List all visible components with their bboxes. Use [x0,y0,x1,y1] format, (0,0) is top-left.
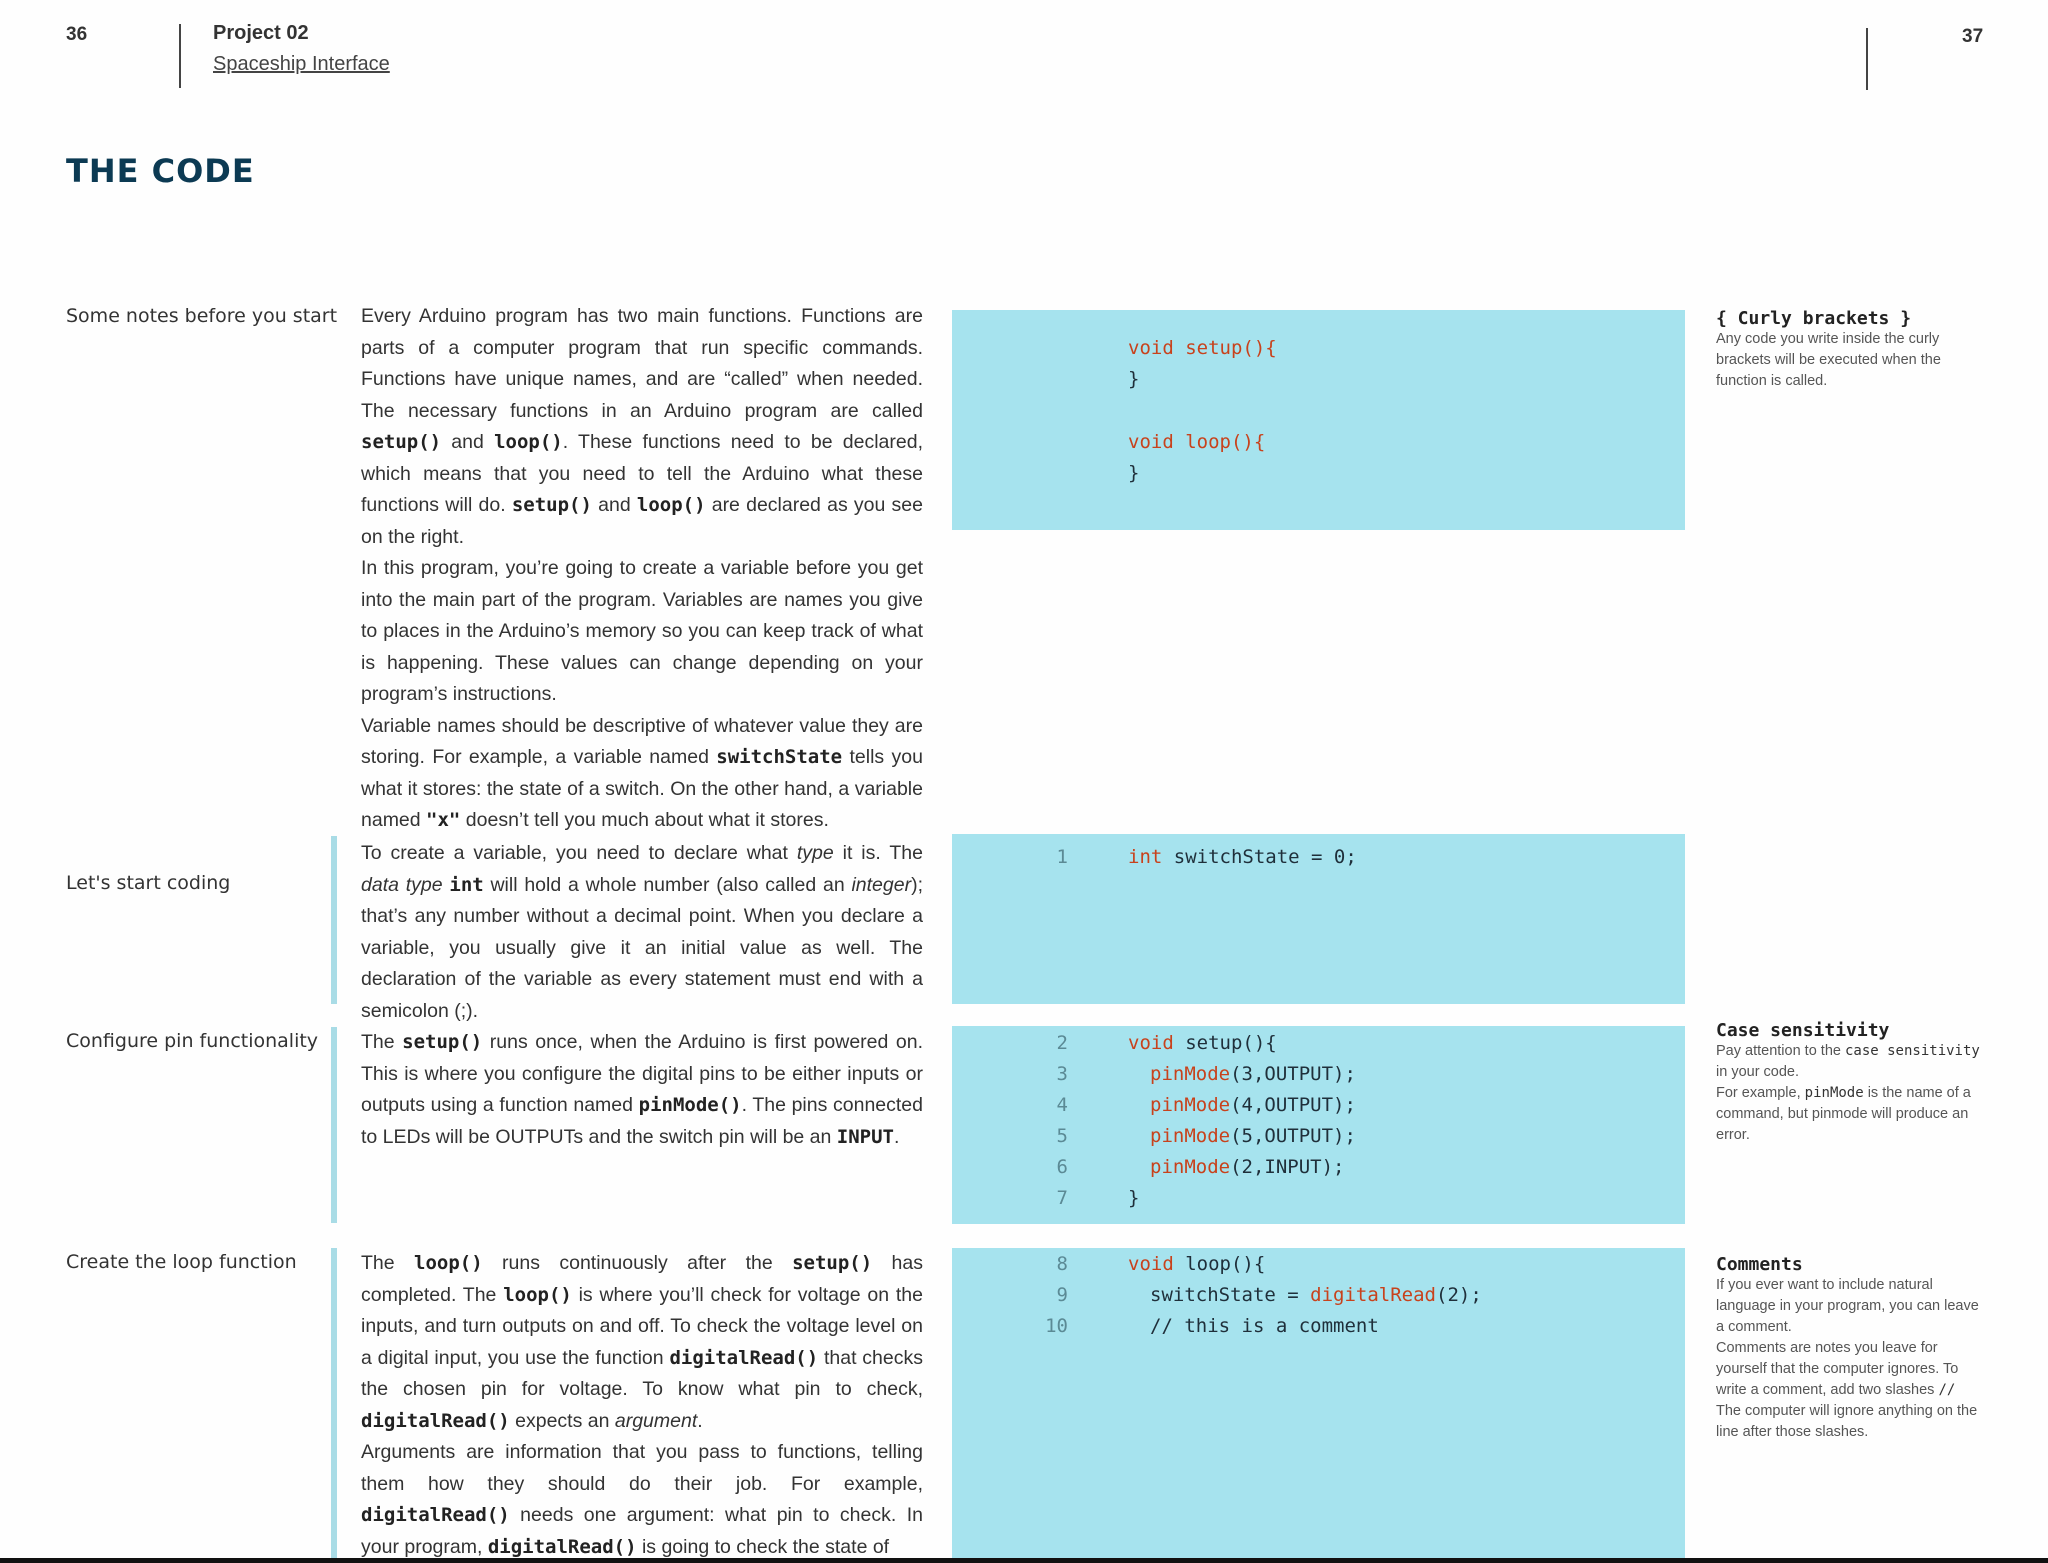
code-loop: loop() [503,1283,572,1306]
code-loop: loop() [636,494,706,516]
line-number: 5 [1056,1125,1068,1147]
code-line [1128,431,1265,453]
section-bar [331,1027,337,1223]
text: has completed. The [361,1252,923,1306]
code-slashes: // [1938,1382,1956,1398]
text: runs continuously after the [482,1252,793,1274]
text: The [361,1031,403,1053]
code-line [1128,1253,1265,1275]
code-digitalread: digitalRead() [669,1346,819,1369]
text: doesn’t tell you much about what it stores. [460,809,829,831]
code-line: } [1128,462,1140,484]
text: that checks the chosen pin for voltage. To know what pin to check, [361,1346,923,1400]
keyword: void [1128,431,1174,453]
line-number: 4 [1056,1094,1068,1116]
text: For example, [1716,1085,1805,1101]
code-text: (3,OUTPUT); [1230,1063,1356,1085]
project-subtitle: Spaceship Interface [213,53,390,75]
line-number: 1 [1056,846,1068,868]
header-divider-right [1866,28,1868,90]
text: is the name of a command, but pinmode will produce an error. [1716,1085,1971,1143]
text: runs once, when the Arduino is first powered on. This is where you configure the digital pins to be either inputs or outputs using a function named [361,1031,923,1116]
text: . These functions need to be declared, which means that you need to tell the Arduino what these functions will do. [361,431,923,516]
line-number: 2 [1056,1032,1068,1054]
code-block-skeleton [952,310,1685,530]
sidenote-case-sensitivity [1716,1020,1986,1146]
section-bar [331,836,337,1004]
text: needs one argument: what pin to check. In your program, [361,1504,923,1558]
text: Pay attention to the [1716,1043,1845,1059]
emphasis-argument: argument [614,1409,698,1432]
text: and [441,431,495,453]
line-number: 7 [1056,1187,1068,1209]
line-number: 3 [1056,1063,1068,1085]
function-name: setup(){ [1185,337,1277,359]
code-digitalread: digitalRead() [361,1409,510,1432]
code-line: } [1128,1187,1140,1209]
text: is where you’ll check for voltage on the inputs, and turn outputs on and off. To check the voltage level on a digital input, you use the function [361,1283,923,1369]
keyword: void [1128,1032,1174,1054]
text: . The pins connected to LEDs will be OUTPUTs and the switch pin will be an [361,1094,923,1148]
function-name: pinMode [1150,1063,1231,1085]
code-loop: loop() [414,1252,483,1274]
section-label-configure-pins: Configure pin functionality [66,1030,319,1052]
sidenote-curly-brackets [1716,308,1986,392]
code-loop: loop() [494,431,563,453]
function-name: digitalRead [1310,1284,1436,1306]
text: Every Arduino program has two main functions. Functions are parts of a computer program that run specific commands. Functions have unique names, and are “called” when needed. The necessary functions in an Arduino program are called [361,305,923,422]
code-digitalread: digitalRead() [487,1535,637,1558]
code-line [1150,1094,1356,1116]
code-text: (2); [1436,1284,1482,1306]
sidenote-text [1716,1041,1986,1146]
code-pinmode: pinMode() [638,1094,742,1116]
code-setup: setup() [792,1252,873,1274]
text: . [697,1409,703,1432]
code-block-variable [952,834,1685,1004]
page-number-right: 37 [1962,26,1984,47]
text: The [361,1252,414,1274]
text: The computer will ignore anything on the line after those slashes. [1716,1403,1978,1440]
paragraph-setup-pins [361,1027,923,1153]
text: will hold a whole number (also called an [483,873,852,896]
code-line [1128,1032,1277,1054]
page-bottom-edge [0,1558,2048,1563]
code-digitalread: digitalRead() [361,1504,510,1526]
section-bar [331,1248,337,1558]
text: tells you what it stores: the state of a switch. On the other hand, a variable named [361,746,923,831]
text: it is. The [833,842,923,864]
code-x: "x" [426,809,461,831]
emphasis-type: type [796,842,834,864]
code-line [1150,1284,1482,1306]
code-case-sensitivity: case sensitivity [1844,1043,1980,1059]
function-name: loop(){ [1185,431,1266,453]
project-number: Project 02 [213,22,309,44]
text: Comments are notes you leave for yourself that the computer ignores. To write a comment, add two slashes [1716,1340,1959,1398]
sidenote-heading: Case sensitivity [1716,1020,1890,1041]
line-number: 8 [1056,1253,1068,1275]
code-line [1128,337,1277,359]
code-text: switchState = 0; [1162,846,1357,868]
line-number: 6 [1056,1156,1068,1178]
sidenote-heading: { Curly brackets } [1716,308,1912,329]
text: in your code. [1716,1064,1800,1080]
function-name: pinMode [1150,1125,1231,1147]
paragraph-declare-variable [361,838,923,1027]
text: is going to check the state of [636,1535,890,1558]
code-text: (2,INPUT); [1230,1156,1345,1178]
text: ); that’s any number without a decimal point. When you declare a variable, you usually give it an initial value as well. The declaration of the variable as every statement must end with a semicolon (;). [361,873,923,1022]
code-setup: setup() [361,431,442,453]
code-text: switchState = [1150,1284,1311,1306]
code-text: (4,OUTPUT); [1230,1094,1356,1116]
code-line [1150,1125,1356,1147]
code-block-setup [952,1026,1685,1224]
code-text: setup(){ [1173,1032,1277,1054]
code-text: loop(){ [1173,1253,1266,1275]
keyword: void [1128,1253,1174,1275]
code-line [1150,1156,1344,1178]
sidenote-comments [1716,1254,1986,1443]
text: . [893,1125,900,1148]
paragraph-functions-intro [361,301,923,837]
text: If you ever want to include natural language in your program, you can leave a comment. [1716,1277,1979,1335]
text: Arguments are information that you pass to functions, telling them how they should do their job. For example, [361,1441,923,1495]
sidenote-text: Any code you write inside the curly brackets will be executed when the function is called. [1716,331,1941,389]
code-block-loop [952,1248,1685,1558]
page-number-left: 36 [66,24,88,45]
keyword: int [1128,846,1163,868]
text: To create a variable, you need to declare what [361,842,797,864]
function-name: pinMode [1150,1094,1231,1116]
function-name: pinMode [1150,1156,1231,1178]
code-line [1150,1063,1356,1085]
paragraph-variables: In this program, you’re going to create a variable before you get into the main part of the program. Variables are names you give to places in the Arduino’s memory so you can keep track of what is happening. These values can change depending on your program’s instructions. [361,557,923,705]
sidenote-heading: Comments [1716,1254,1803,1275]
code-setup: setup() [511,494,592,516]
header-divider-left [179,24,181,88]
text: Variable names should be descriptive of whatever value they are storing. For example, a variable named [361,714,923,768]
keyword: void [1128,337,1174,359]
code-text: (5,OUTPUT); [1230,1125,1356,1147]
code-line: } [1128,368,1140,390]
code-input: INPUT [836,1125,894,1148]
section-label-start-coding: Let's start coding [66,872,231,894]
line-number: 9 [1056,1284,1068,1306]
section-label-notes: Some notes before you start [66,305,338,327]
page-title: THE CODE [66,152,255,190]
line-number: 10 [1045,1315,1068,1337]
code-pinmode: pinMode [1804,1085,1864,1101]
text: are declared as you see on the right. [361,494,923,548]
paragraph-loop-function [361,1248,923,1563]
text: expects an [509,1409,615,1432]
sidenote-text [1716,1275,1986,1443]
code-setup: setup() [402,1031,483,1053]
emphasis-integer: integer [851,873,912,896]
code-int: int [449,873,484,896]
code-line [1128,846,1357,868]
section-label-loop-function: Create the loop function [66,1251,297,1273]
text: and [591,494,637,516]
emphasis-data-type: data type [361,873,443,896]
code-comment: // this is a comment [1150,1315,1379,1337]
code-switchstate: switchState [716,746,843,768]
